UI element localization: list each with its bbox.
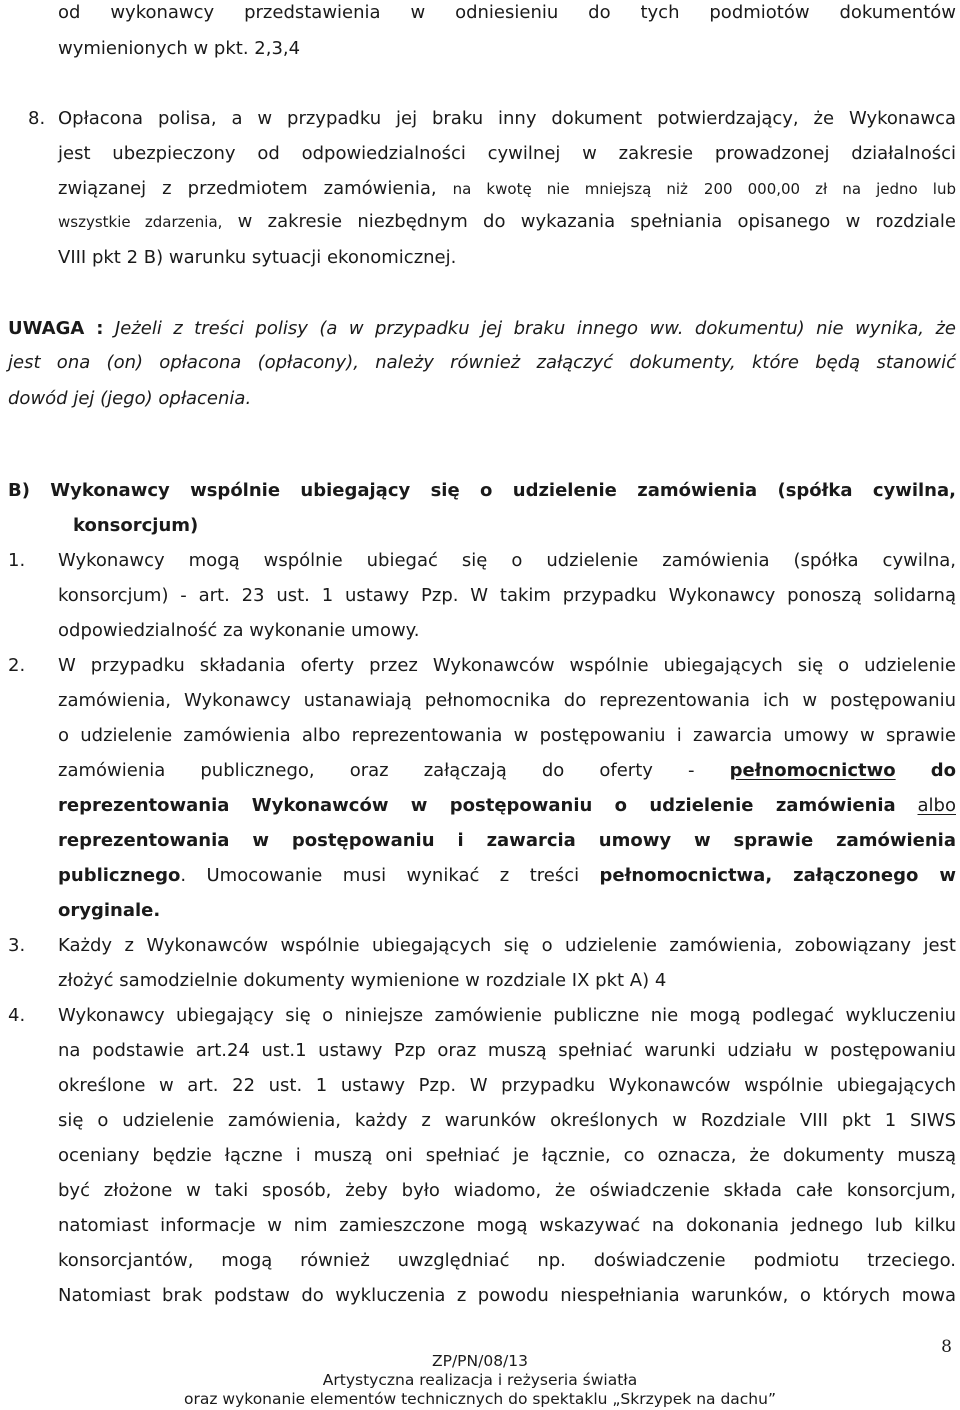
text-line: określone w art. 22 ust. 1 ustawy Pzp. W przypadku Wykonawców wspólnie ubiegających [58,1075,956,1096]
text-line: złożyć samodzielnie dokumenty wymienione w rozdziale IX pkt A) 4 [58,970,667,991]
text-line: na podstawie art.24 ust.1 ustawy Pzp oraz muszą spełniać warunki udziału w postępowaniu [58,1040,956,1061]
text-line: VIII pkt 2 B) warunku sytuacji ekonomicznej. [58,247,457,268]
footer-line: Artystyczna realizacja i reżyseria światła [322,1371,638,1389]
text-span: zamówienia publicznego, oraz załączają do oferty - [58,760,695,781]
text-line [58,213,956,231]
text-span: reprezentowania Wykonawców w postępowaniu o udzielenie zamówienia [58,795,896,816]
text-line: konsorcjum) - art. 23 ust. 1 ustawy Pzp. W takim przypadku Wykonawcy ponoszą solidarną [58,585,956,606]
text-span: na kwotę nie mniejszą niż [452,180,688,198]
text-span: pełnomocnictwa, załączonego w [599,865,956,886]
text-line: jest ubezpieczony od odpowiedzialności cywilnej w zakresie prowadzonej działalności [58,143,956,164]
text-line: jest ona (on) opłacona (opłacony), należy również załączyć dokumenty, które będą stanowić [8,352,956,373]
list-number: 8. [28,108,46,129]
text-span: albo [917,795,956,816]
text-line: Każdy z Wykonawców wspólnie ubiegających się o udzielenie zamówienia, zobowiązany jest [58,935,956,956]
text-span: Jeżeli z treści polisy (a w przypadku jej braku innego ww. dokumentu) nie wynika, że [114,318,956,339]
text-line [58,797,956,815]
text-line: reprezentowania w postępowaniu i zawarcia umowy w sprawie zamówienia [58,830,956,851]
text-line: Wykonawcy ubiegający się o niniejsze zamówienie publiczne nie mogą podlegać wykluczeniu [58,1005,956,1026]
text-line [8,320,956,338]
text-line: zamówienia, Wykonawcy ustanawiają pełnomocnika do reprezentowania ich w postępowaniu [58,690,956,711]
list-number: 4. [8,1005,26,1026]
text-line: oryginale. [58,900,161,921]
footer-line: oraz wykonanie elementów technicznych do spektaklu „Skrzypek na dachu” [184,1390,776,1408]
text-line: wymienionych w pkt. 2,3,4 [58,38,301,59]
text-line: odpowiedzialność za wykonanie umowy. [58,620,420,641]
text-line [58,762,956,780]
text-line: Natomiast brak podstaw do wykluczenia z powodu niespełniania warunków, o których mowa [58,1285,956,1306]
section-heading: konsorcjum) [73,515,199,536]
text-line [58,867,956,885]
text-line: natomiast informacje w nim zamieszczone mogą wskazywać na dokonania jednego lub kilku [58,1215,956,1236]
text-span: do [930,760,956,781]
text-line: być złożone w taki sposób, żeby było wiadomo, że oświadczenie składa całe konsorcjum, [58,1180,956,1201]
text-span: w zakresie niezbędnym do wykazania spełniania opisanego w rozdziale [237,211,956,232]
text-line: się o udzielenie zamówienia, każdy z warunków określonych w Rozdziale VIII pkt 1 SIWS [58,1110,956,1131]
text-line: W przypadku składania oferty przez Wykonawców wspólnie ubiegających się o udzielenie [58,655,956,676]
page-number: 8 [941,1337,952,1357]
list-number: 2. [8,655,26,676]
text-span: związanej z przedmiotem zamówienia, [58,178,437,199]
text-line: o udzielenie zamówienia albo reprezentowania w postępowaniu i zawarcia umowy w sprawie [58,725,956,746]
text-line: Wykonawcy mogą wspólnie ubiegać się o udzielenie zamówienia (spółka cywilna, [58,550,956,571]
uwaga-label: UWAGA : [8,318,104,339]
list-number: 1. [8,550,26,571]
text-line: oceniany będzie łączne i muszą oni spełniać je łącznie, co oznacza, że dokumenty muszą [58,1145,956,1166]
text-span: pełnomocnictwo [729,760,896,781]
text-line: konsorcjantów, mogą również uwzględniać np. doświadczenie podmiotu trzeciego. [58,1250,956,1271]
section-heading: B) Wykonawcy wspólnie ubiegający się o udzielenie zamówienia (spółka cywilna, [8,480,956,501]
list-number: 3. [8,935,26,956]
footer-code: ZP/PN/08/13 [431,1352,529,1370]
text-line: Opłacona polisa, a w przypadku jej braku inny dokument potwierdzający, że Wykonawca [58,108,956,129]
text-line: od wykonawcy przedstawienia w odniesieniu do tych podmiotów dokumentów [58,2,956,23]
text-span: publicznego [58,865,181,886]
text-span: 200 000,00 zł na jedno lub [703,180,956,198]
text-span: . Umocowanie musi wynikać z treści [180,865,580,886]
text-line: dowód jej (jego) opłacenia. [8,388,252,409]
text-line [58,180,956,198]
text-span: wszystkie zdarzenia, [58,213,223,231]
